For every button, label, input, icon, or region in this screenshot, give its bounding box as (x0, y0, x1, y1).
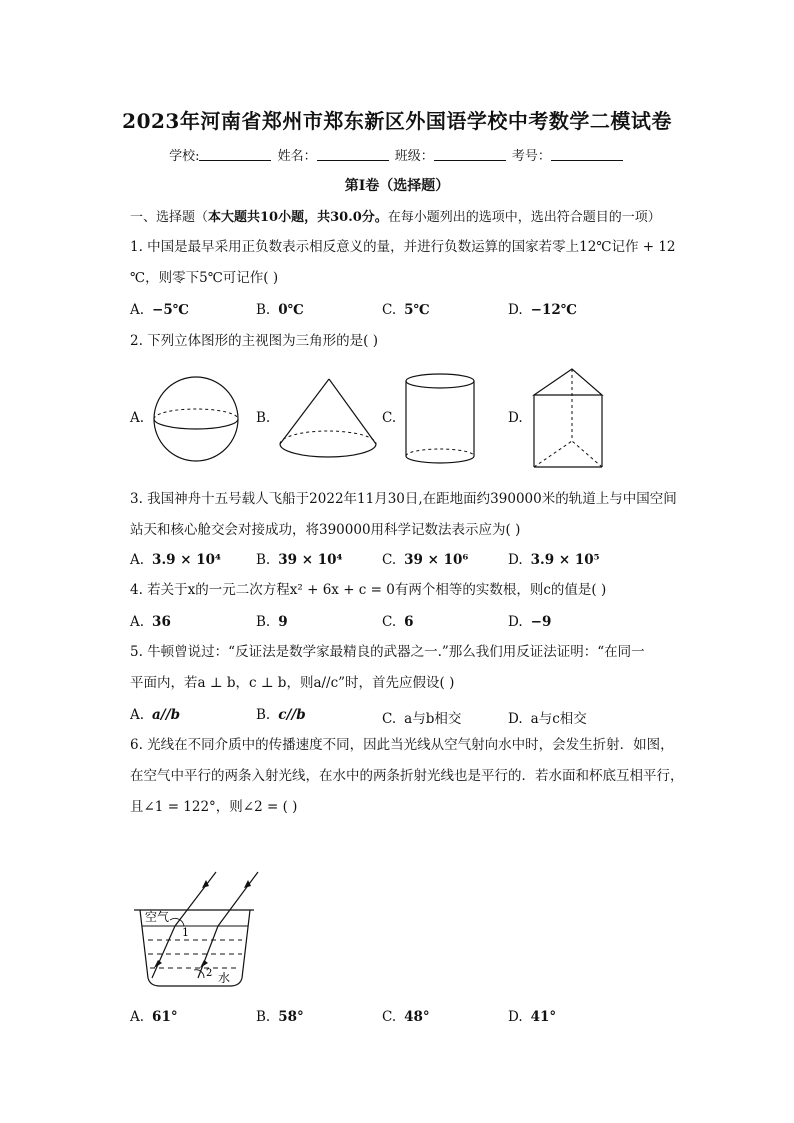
name-label: 姓名： (277, 149, 317, 164)
q3-line1: 3. 我国神舟十五号载人飞船于2022年11月30日,在距地面约390000米的轨道上与中国空间 (130, 491, 677, 507)
q1-option-c[interactable]: C. 5℃ (382, 302, 430, 318)
q4-option-c[interactable]: C. 6 (382, 614, 414, 630)
question-6 (130, 730, 700, 823)
q2-label-a[interactable]: A. (130, 410, 145, 426)
q5-option-c[interactable]: C. a与b相交 (382, 711, 462, 727)
q6-line1: 6. 光线在不同介质中的传播速度不同，因此当光线从空气射向水中时，会发生折射．如图， (130, 737, 674, 753)
question-4: 4. 若关于x的一元二次方程x² + 6x + c = 0有两个相等的实数根，则c的值是( ) (130, 582, 607, 598)
q2-label-b[interactable]: B. (256, 410, 271, 426)
q4-option-d[interactable]: D. −9 (508, 614, 552, 630)
q6-option-d[interactable]: D. 41° (508, 1009, 557, 1025)
q6-line2: 在空气中平行的两条入射光线，在水中的两条折射光线也是平行的．若水面和杯底互相平行， (130, 768, 684, 784)
q1-option-d[interactable]: D. −12℃ (508, 302, 577, 318)
q2-label-d[interactable]: D. (508, 410, 523, 426)
q1-line2: ℃，则零下5℃可记作( ) (130, 270, 279, 286)
water-label: 水 (218, 971, 231, 985)
q3-option-a[interactable]: A. 3.9 × 10⁴ (130, 552, 221, 568)
question-2: 2. 下列立体图形的主视图为三角形的是( ) (130, 333, 378, 349)
q4-option-b[interactable]: B. 9 (256, 614, 288, 630)
air-label: 空气 (145, 910, 170, 924)
q4-options (130, 614, 700, 634)
section-prefix: 一、选择题（ (130, 210, 209, 225)
q6-option-a[interactable]: A. 61° (130, 1009, 178, 1025)
q1-option-a[interactable]: A. −5℃ (130, 302, 189, 318)
q6-options (130, 1009, 700, 1029)
question-1 (130, 232, 700, 294)
volume-heading: 第Ⅰ卷（选择题） (344, 178, 450, 194)
q5-line2: 平面内，若a ⊥ b，c ⊥ b，则a//c”时，首先应假设( ) (130, 675, 455, 691)
section-rest: 在每小题列出的选项中，选出符合题目的一项） (387, 210, 661, 225)
section-bold: 本大题共10小题，共30.0分。 (208, 210, 388, 225)
q2-label-c[interactable]: C. (382, 410, 397, 426)
q5-option-a[interactable]: A. a//b (130, 707, 181, 723)
prism-figure (530, 365, 610, 475)
q1-option-b[interactable]: B. 0℃ (256, 302, 304, 318)
refraction-figure (130, 862, 265, 997)
angle-2-label: 2 (206, 968, 213, 979)
sphere-figure (150, 375, 245, 465)
q5-options (130, 707, 700, 727)
section-heading (130, 206, 661, 225)
q6-option-b[interactable]: B. 58° (256, 1009, 304, 1025)
class-blank[interactable] (434, 148, 506, 161)
name-blank[interactable] (317, 148, 389, 161)
q6-line3: 且∠1 = 122°，则∠2 = ( ) (130, 799, 298, 815)
q1-options (130, 302, 700, 322)
q3-option-b[interactable]: B. 39 × 10⁴ (256, 552, 343, 568)
student-info (0, 145, 794, 164)
question-3 (130, 484, 700, 546)
q5-option-d[interactable]: D. a与c相交 (508, 711, 587, 727)
q5-line1: 5. 牛顿曾说过：“反证法是数学家最精良的武器之一.”那么我们用反证法证明：“在同一 (130, 644, 645, 660)
q3-option-c[interactable]: C. 39 × 10⁶ (382, 552, 469, 568)
q6-option-c[interactable]: C. 48° (382, 1009, 430, 1025)
number-blank[interactable] (551, 148, 623, 161)
question-5 (130, 637, 700, 699)
angle-1-label: 1 (182, 926, 189, 939)
q4-option-a[interactable]: A. 36 (130, 614, 171, 630)
page-title: 2023年河南省郑州市郑东新区外国语学校中考数学二模试卷 (122, 109, 672, 133)
q1-line1: 1. 中国是最早采用正负数表示相反意义的量，并进行负数运算的国家若零上12℃记作 + 12 (130, 239, 676, 255)
number-label: 考号： (511, 149, 551, 164)
q5-option-b[interactable]: B. c//b (256, 707, 306, 723)
q3-option-d[interactable]: D. 3.9 × 10⁵ (508, 552, 600, 568)
cylinder-figure (403, 372, 478, 472)
school-blank[interactable] (199, 148, 271, 161)
q3-line2: 站天和核心舱交会对接成功，将390000用科学记数法表示应为( ) (130, 522, 521, 538)
cone-figure (276, 375, 381, 465)
school-label: 学校: (169, 149, 200, 164)
class-label: 班级： (394, 149, 434, 164)
q3-options (130, 552, 700, 572)
